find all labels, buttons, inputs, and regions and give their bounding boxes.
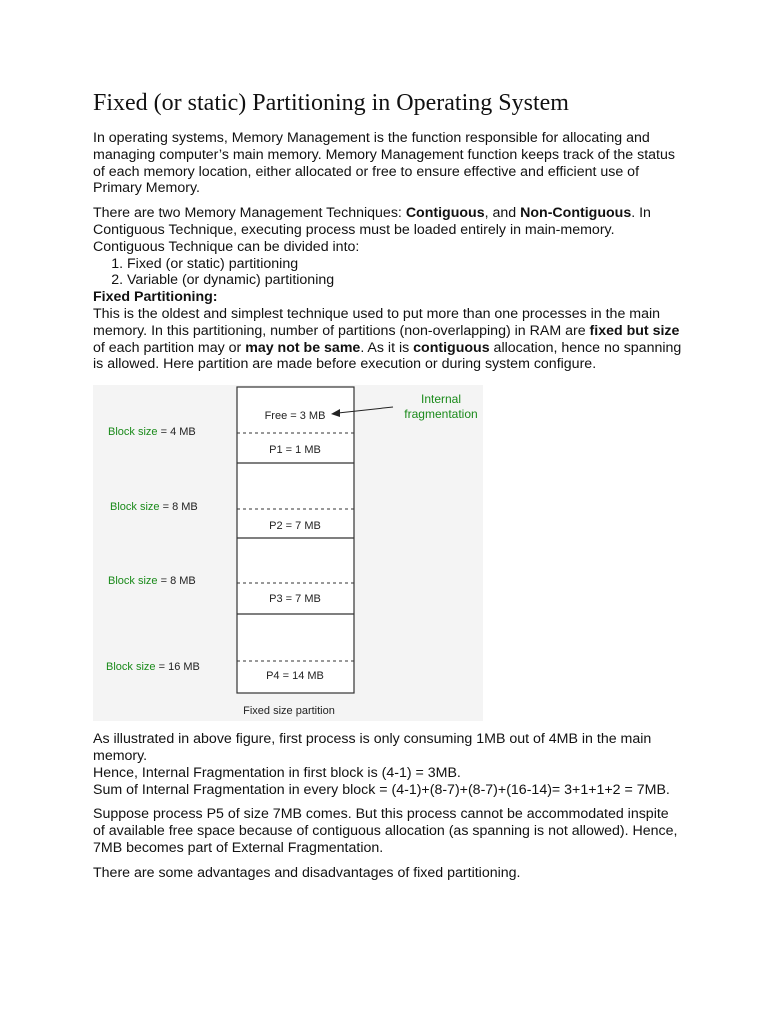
block-size-value: = 4 MB bbox=[160, 426, 196, 439]
contiguous-term: Contiguous bbox=[405, 205, 485, 222]
fixed-partitioning-paragraph bbox=[93, 306, 683, 373]
fixed-desc-f: contiguous bbox=[413, 339, 490, 356]
partition-label: P3 = 7 MB bbox=[269, 593, 321, 606]
partition-label: P1 = 1 MB bbox=[269, 444, 321, 457]
explanation-line: Hence, Internal Fragmentation in first block is (4-1) = 3MB. bbox=[93, 764, 461, 781]
intro-paragraph: In operating systems, Memory Management is the function responsible for allocating and managing computer’s main memory. Memory Management function keeps track of the status of each memory location, either allocated or free to ensure effective and efficient use of Primary Memory. bbox=[93, 130, 675, 197]
external-fragmentation-paragraph: Suppose process P5 of size 7MB comes. But this process cannot be accommodated inspite of available free space because of contiguous allocation (as spanning is not allowed). Hence, 7MB becomes part of External Fragmentation. bbox=[93, 806, 678, 856]
techniques-post: . In Contiguous Technique, executing process must be loaded entirely in main-memory. Contiguous Technique can be divided into: bbox=[93, 205, 651, 255]
fixed-desc-c: of each partition may or bbox=[93, 339, 246, 356]
document-page bbox=[93, 86, 683, 890]
fixed-desc-a: This is the oldest and simplest technique used to put more than one processes in the main memory. In this partitioning, number of partitions (non-overlapping) in RAM are bbox=[93, 305, 661, 339]
block-size-value: = 16 MB bbox=[158, 661, 200, 674]
fixed-partitioning-heading: Fixed Partitioning: bbox=[93, 289, 218, 306]
internal-fragmentation-label: fragmentation bbox=[404, 407, 478, 422]
techniques-paragraph bbox=[93, 205, 683, 255]
block-size-prefix: Block size bbox=[110, 501, 160, 514]
partition-label: P4 = 14 MB bbox=[266, 670, 324, 683]
figure-caption: Fixed size partition bbox=[243, 705, 335, 718]
fixed-partition-diagram bbox=[93, 385, 483, 721]
explanation-line: Sum of Internal Fragmentation in every block = (4-1)+(8-7)+(8-7)+(16-14)= 3+1+1+2 = 7MB. bbox=[93, 781, 670, 798]
block-size-prefix: Block size bbox=[108, 426, 158, 439]
block-size-label bbox=[108, 575, 196, 587]
page-title: Fixed (or static) Partitioning in Operating System bbox=[93, 90, 569, 116]
list-item: 2. Variable (or dynamic) partitioning bbox=[127, 272, 683, 289]
techniques-mid: , and bbox=[484, 205, 521, 222]
block-size-label bbox=[108, 426, 196, 438]
block-size-prefix: Block size bbox=[108, 575, 158, 588]
block-size-label bbox=[106, 661, 200, 673]
block-size-value: = 8 MB bbox=[162, 501, 198, 514]
block-size-label bbox=[110, 501, 198, 513]
explanation-line: As illustrated in above figure, first process is only consuming 1MB out of 4MB in the main memory. bbox=[93, 731, 652, 764]
fixed-desc-g: allocation, hence no spanning is allowed. Here partition are made before execution or during system configure. bbox=[93, 339, 682, 373]
techniques-pre: There are two Memory Management Techniques: bbox=[93, 205, 406, 222]
fixed-desc-d: may not be same bbox=[245, 339, 361, 356]
fixed-desc-e: . As it is bbox=[360, 339, 414, 356]
fixed-desc-b: fixed but size bbox=[589, 322, 680, 339]
list-item: 1. Fixed (or static) partitioning bbox=[127, 256, 683, 273]
block-size-value: = 8 MB bbox=[160, 575, 196, 588]
figure-explanation-paragraph bbox=[93, 731, 683, 798]
noncontiguous-term: Non-Contiguous bbox=[520, 205, 632, 222]
closing-paragraph: There are some advantages and disadvantages of fixed partitioning. bbox=[93, 864, 521, 881]
internal-fragmentation-label: Internal bbox=[420, 392, 462, 407]
free-space-label: Free = 3 MB bbox=[264, 410, 326, 423]
block-size-prefix: Block size bbox=[106, 661, 156, 674]
technique-list bbox=[93, 256, 683, 290]
partition-label: P2 = 7 MB bbox=[269, 520, 321, 533]
memory-column bbox=[237, 387, 354, 693]
